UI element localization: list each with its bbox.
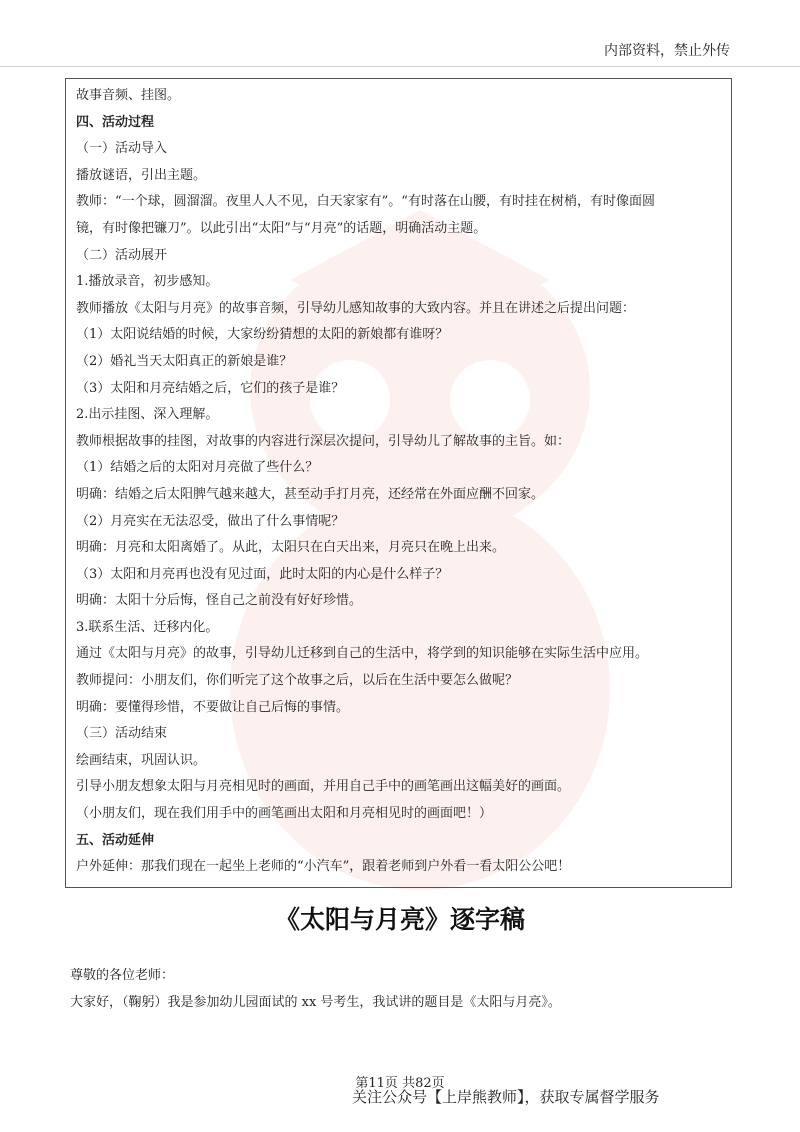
content-line: （三）活动结束 bbox=[76, 726, 168, 742]
content-line: 明确：结婚之后太阳脾气越来越大，甚至动手打月亮，还经常在外面应酬不回家。 bbox=[76, 486, 545, 502]
content-line: （二）活动展开 bbox=[76, 247, 168, 263]
content-line: 2.出示挂图、深入理解。 bbox=[76, 407, 219, 423]
content-line: 教师提问：小朋友们，你们听完了这个故事之后，以后在生活中要怎么做呢？ bbox=[76, 673, 519, 689]
content-line: （3）太阳和月亮结婚之后，它们的孩子是谁？ bbox=[76, 380, 345, 396]
content-line: 镜，有时像把镰刀”。以此引出“太阳”与“月亮”的话题，明确活动主题。 bbox=[76, 220, 487, 236]
section-heading: 四、活动过程 bbox=[76, 114, 155, 130]
content-line: 3.联系生活、迁移内化。 bbox=[76, 619, 219, 635]
content-line: 明确：太阳十分后悔，怪自己之前没有好好珍惜。 bbox=[76, 593, 363, 609]
content-line: （1）太阳说结婚的时候，大家纷纷猜想的太阳的新娘都有谁呀？ bbox=[76, 327, 449, 343]
content-line: 故事音频、挂图。 bbox=[76, 88, 181, 103]
content-line: （3）太阳和月亮再也没有见过面，此时太阳的内心是什么样子？ bbox=[76, 566, 449, 582]
content-line: 绘画结束，巩固认识。 bbox=[76, 752, 207, 768]
content-line: （1）结婚之后的太阳对月亮做了些什么？ bbox=[76, 460, 319, 476]
content-line: 引导小朋友想象太阳与月亮相见时的画面，并用自己手中的画笔画出这幅美好的画面。 bbox=[76, 779, 571, 795]
promo-text: 关注公众号【上岸熊教师】，获取专属督学服务 bbox=[352, 1088, 660, 1106]
content-line: 明确：月亮和太阳离婚了。从此，太阳只在白天出来，月亮只在晚上出来。 bbox=[76, 540, 506, 556]
content-line: （小朋友们，现在我们用手中的画笔画出太阳和月亮相见时的画面吧！） bbox=[76, 806, 493, 822]
content-line: 明确：要懂得珍惜，不要做让自己后悔的事情。 bbox=[76, 699, 350, 715]
section-heading: 五、活动延伸 bbox=[76, 832, 155, 848]
content-line: 1.播放录音，初步感知。 bbox=[76, 274, 219, 290]
content-line: （一）活动导入 bbox=[76, 141, 168, 157]
lesson-plan-box bbox=[65, 78, 732, 888]
confidential-note: 内部资料，禁止外传 bbox=[604, 43, 730, 59]
document-title: 《太阳与月亮》逐字稿 bbox=[274, 905, 525, 934]
content-line: （2）婚礼当天太阳真正的新娘是谁？ bbox=[76, 353, 293, 369]
content-line: 教师：“一个球，圆溜溜。夜里人人不见，白天家家有”。“有时落在山腰，有时挂在树梢，有时像面圆 bbox=[76, 194, 655, 210]
content-line: 播放谜语，引出主题。 bbox=[76, 167, 207, 183]
content-line: 通过《太阳与月亮》的故事，引导幼儿迁移到自己的生活中，将学到的知识能够在实际生活中应用。 bbox=[76, 646, 649, 662]
content-line: （2）月亮实在无法忍受，做出了什么事情呢？ bbox=[76, 513, 345, 529]
script-line: 尊敬的各位老师： bbox=[70, 968, 175, 983]
content-line: 教师播放《太阳与月亮》的故事音频，引导幼儿感知故事的大致内容。并且在讲述之后提出问题： bbox=[76, 300, 636, 316]
script-line: 大家好，（鞠躬）我是参加幼儿园面试的 xx 号考生，我试讲的题目是《太阳与月亮》。 bbox=[70, 995, 561, 1010]
content-line: 教师根据故事的挂图，对故事的内容进行深层次提问，引导幼儿了解故事的主旨。如： bbox=[76, 433, 571, 449]
content-line: 户外延伸：那我们现在一起坐上老师的“小汽车”，跟着老师到户外看一看太阳公公吧！ bbox=[76, 859, 571, 875]
header-divider bbox=[0, 66, 800, 67]
page-number: 第11页 共82页 bbox=[355, 1076, 445, 1091]
script-body bbox=[70, 962, 740, 1016]
